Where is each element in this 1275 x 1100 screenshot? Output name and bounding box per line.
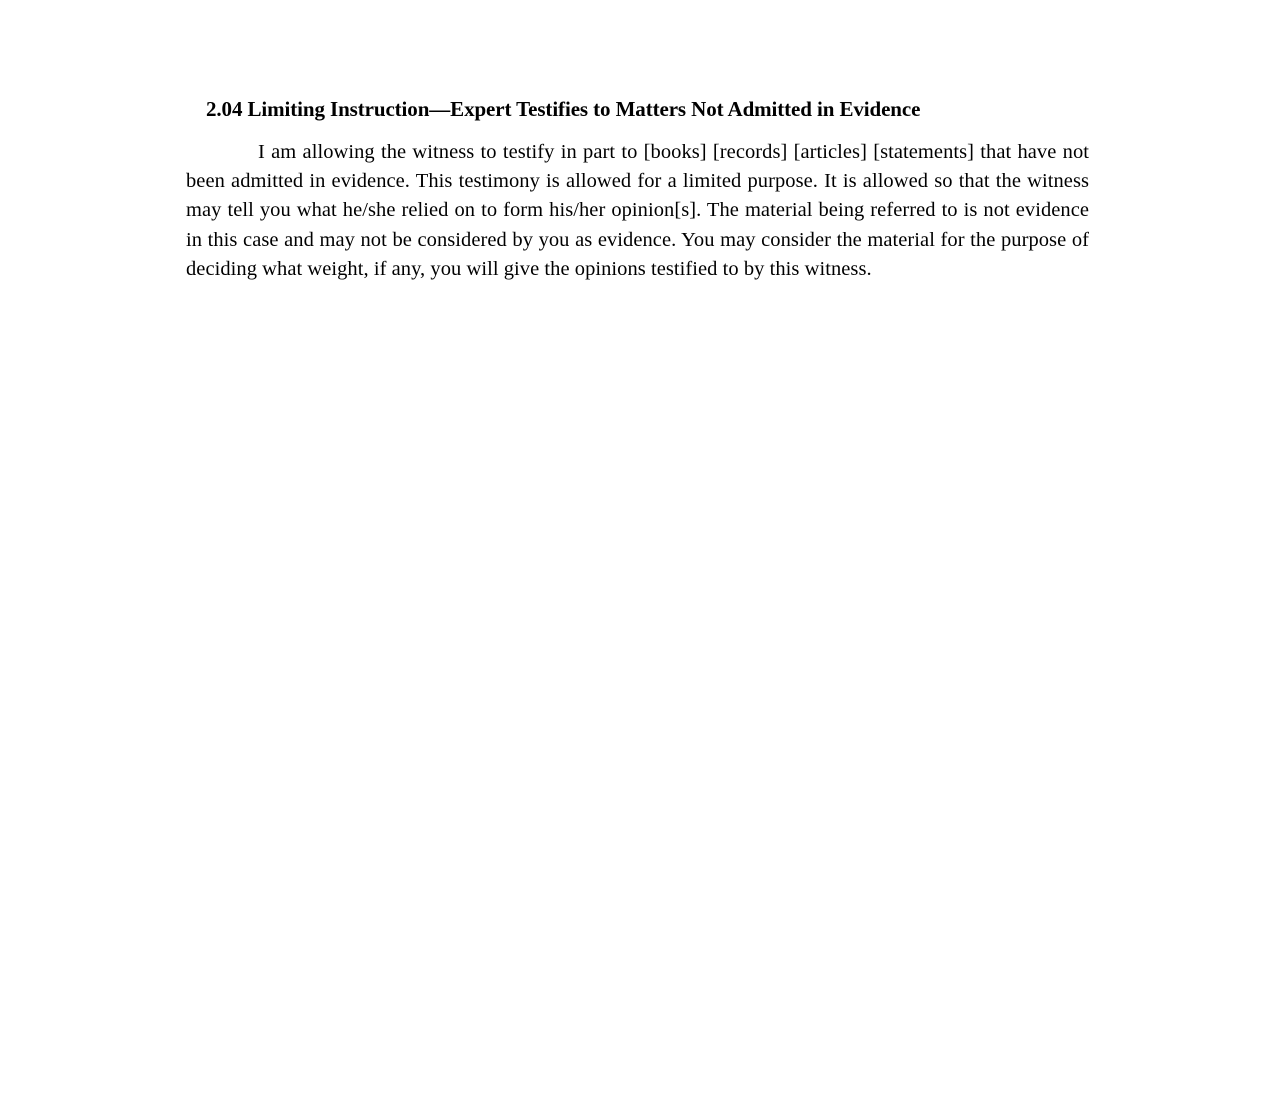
page-title: 2.04 Limiting Instruction—Expert Testifies to Matters Not Admitted in Evidence [206, 97, 921, 121]
document-text-block [186, 96, 1089, 284]
instruction-paragraph: I am allowing the witness to testify in part to [books] [records] [articles] [statements] that have not been admitted in evidence. This testimony is allowed for a limited purpose. It is allowed so that the witness may tell you what he/she relied on to form his/her opinion[s]. The material being referred to is not evidence in this case and may not be considered by you as evidence. You may consider the material for the purpose of deciding what weight, if any, you will give the opinions testified to by this witness. [186, 141, 1089, 280]
